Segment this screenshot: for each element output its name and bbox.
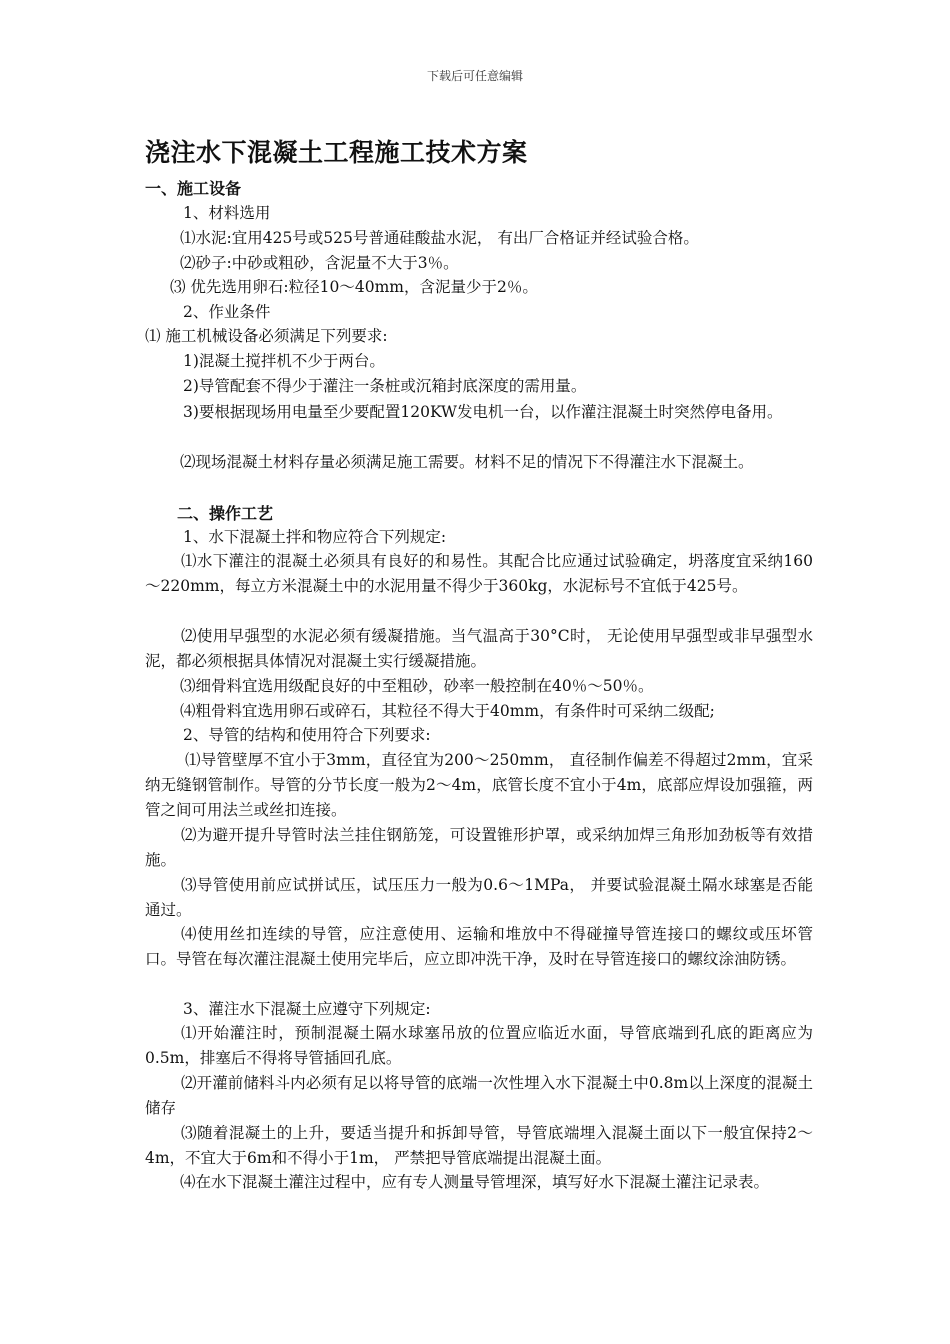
condition-2: ⑵现场混凝土材料存量必须满足施工需要。材料不足的情况下不得灌注水下混凝土。 <box>180 453 754 471</box>
section-2-sub-3: 3、灌注水下混凝土应遵守下列规定: <box>183 1000 431 1018</box>
pour-item-2: ⑵开灌前储料斗内必须有足以将导管的底端一次性埋入水下混凝土中0.8m以上深度的混凝土储存 <box>145 1074 813 1117</box>
material-item-3: ⑶ 优先选用卵石:粒径10～40mm，含泥量少于2％。 <box>170 278 538 296</box>
material-item-2: ⑵砂子:中砂或粗砂，含泥量不大于3％。 <box>180 254 459 272</box>
material-item-1: ⑴水泥:宜用425号或525号普通硅酸盐水泥， 有出厂合格证并经试验合格。 <box>180 229 699 247</box>
mix-item-4: ⑷粗骨料宜选用卵石或碎石，其粒径不得大于40mm，有条件时可采纳二级配; <box>180 702 715 720</box>
header-note: 下载后可任意编辑 <box>426 69 523 83</box>
mix-item-2: ⑵使用早强型的水泥必须有缓凝措施。当气温高于30°C时， 无论使用早强型或非早强型水泥，都必须根据具体情况对混凝土实行缓凝措施。 <box>145 627 813 670</box>
pipe-item-2: ⑵为避开提升导管时法兰挂住钢筋笼，可设置锥形护罩，或采纳加焊三角形加劲板等有效措施。 <box>145 826 813 869</box>
pipe-item-1: ⑴导管壁厚不宜小于3mm，直径宜为200～250mm， 直径制作偏差不得超过2mm，宜采纳无缝钢管制作。导管的分节长度一般为2～4m，底管长度不宜小于4m，底部应焊设加强箍，两管之间可用法兰或丝扣连接。 <box>145 751 813 819</box>
pipe-item-4: ⑷使用丝扣连续的导管，应注意使用、运输和堆放中不得碰撞导管连接口的螺纹或压坏管口。导管在每次灌注混凝土使用完毕后，应立即冲洗干净，及时在导管连接口的螺纹涂油防锈。 <box>145 925 813 968</box>
document-title: 浇注水下混凝土工程施工技术方案 <box>145 138 528 167</box>
section-1-sub-2: 2、作业条件 <box>183 303 271 321</box>
section-2-sub-1: 1、水下混凝土拌和物应符合下列规定: <box>183 528 447 546</box>
section-2-heading: 二、操作工艺 <box>177 504 274 523</box>
mix-item-1: ⑴水下灌注的混凝土必须具有良好的和易性。其配合比应通过试验确定，坍落度宜采纳160～220mm，每立方米混凝土中的水泥用量不得少于360kg，水泥标号不宜低于425号。 <box>145 552 813 595</box>
condition-item-3: 3)要根据现场用电量至少要配置120KW发电机一台，以作灌注混凝土时突然停电备用。 <box>183 403 783 421</box>
pour-item-3: ⑶随着混凝土的上升，要适当提升和拆卸导管，导管底端埋入混凝土面以下一般宜保持2～4m，不宜大于6m和不得小于1m， 严禁把导管底端提出混凝土面。 <box>145 1124 813 1167</box>
pour-item-1: ⑴开始灌注时，预制混凝土隔水球塞吊放的位置应临近水面，导管底端到孔底的距离应为0.5m，排塞后不得将导管插回孔底。 <box>145 1024 813 1067</box>
condition-item-2: 2)导管配套不得少于灌注一条桩或沉箱封底深度的需用量。 <box>183 377 587 395</box>
condition-heading: ⑴ 施工机械设备必须满足下列要求: <box>145 327 388 345</box>
pour-item-4: ⑷在水下混凝土灌注过程中，应有专人测量导管埋深，填写好水下混凝土灌注记录表。 <box>180 1173 770 1191</box>
section-1-sub-1: 1、材料选用 <box>183 204 271 222</box>
mix-item-3: ⑶细骨料宜选用级配良好的中至粗砂，砂率一般控制在40％～50％。 <box>180 677 654 695</box>
section-2-sub-2: 2、导管的结构和使用符合下列要求: <box>183 726 431 744</box>
section-1-heading: 一、施工设备 <box>145 179 242 198</box>
pipe-item-3: ⑶导管使用前应试拼试压，试压压力一般为0.6～1MPa， 并要试验混凝土隔水球塞是否能通过。 <box>145 876 813 919</box>
condition-item-1: 1)混凝土搅拌机不少于两台。 <box>183 352 385 370</box>
